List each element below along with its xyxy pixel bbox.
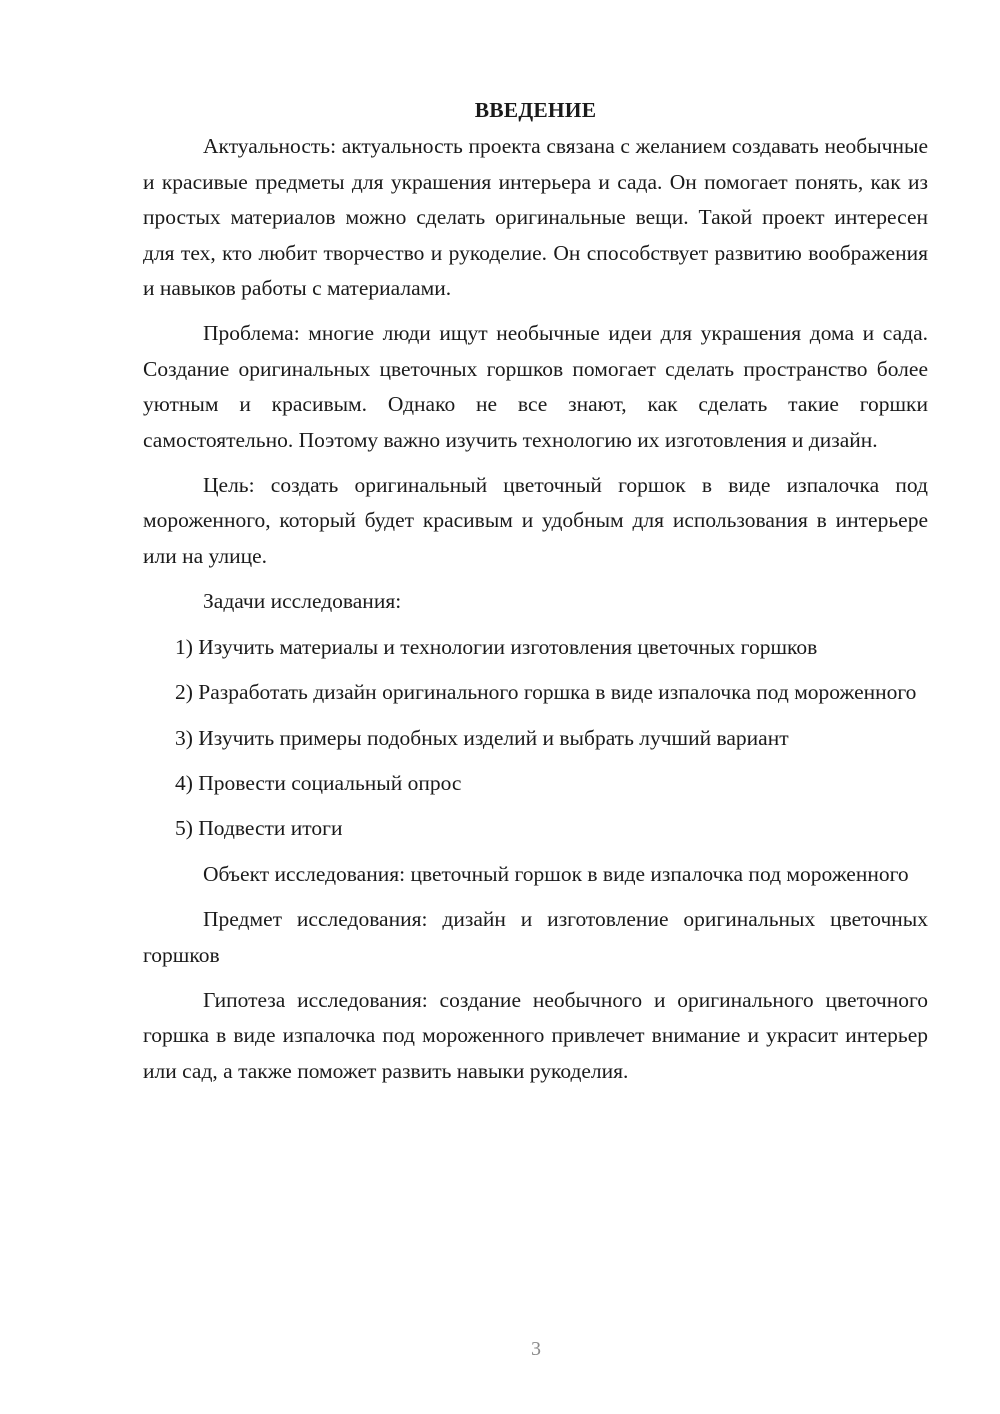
- section-heading: ВВЕДЕНИЕ: [474, 98, 597, 122]
- task-item: 2) Разработать дизайн оригинального горшка в виде изпалочка под мороженного: [175, 680, 917, 705]
- task-item: 4) Провести социальный опрос: [175, 770, 462, 795]
- hypothesis-paragraph: Гипотеза исследования: создание необычного и оригинального цветочного горшка в виде изпалочка под мороженного привлечет внимание и украсит интерьер или сад, а также поможет развить навыки рукоделия.: [143, 987, 928, 1083]
- task-item: 1) Изучить материалы и технологии изготовления цветочных горшков: [175, 634, 818, 659]
- subject-paragraph: Предмет исследования: дизайн и изготовление оригинальных цветочных горшков: [143, 907, 928, 967]
- task-item: 3) Изучить примеры подобных изделий и выбрать лучший вариант: [175, 725, 789, 750]
- tasks-list: [143, 630, 928, 847]
- page-number: 3: [531, 1338, 541, 1360]
- object-paragraph: Объект исследования: цветочный горшок в виде изпалочка под мороженного: [203, 861, 909, 886]
- goal-paragraph: Цель: создать оригинальный цветочный горшок в виде изпалочка под мороженного, который будет красивым и удобным для использования в интерьере или на улице.: [143, 473, 928, 568]
- page-content: [143, 93, 928, 1099]
- problem-paragraph: Проблема: многие люди ищут необычные идеи для украшения дома и сада. Создание оригинальных цветочных горшков помогает сделать пространство более уютным и красивым. Однако не все знают, как сделать такие горшки самостоятельно. Поэтому важно изучить технологию их изготовления и дизайн.: [143, 321, 928, 452]
- relevance-paragraph: Актуальность: актуальность проекта связана с желанием создавать необычные и красивые предметы для украшения интерьера и сада. Он помогает понять, как из простых материалов можно сделать оригинальные вещи. Такой проект интересен для тех, кто любит творчество и рукоделие. Он способствует развитию воображения и навыков работы с материалами.: [143, 134, 928, 301]
- tasks-title: Задачи исследования:: [203, 589, 402, 614]
- task-item: 5) Подвести итоги: [175, 816, 343, 841]
